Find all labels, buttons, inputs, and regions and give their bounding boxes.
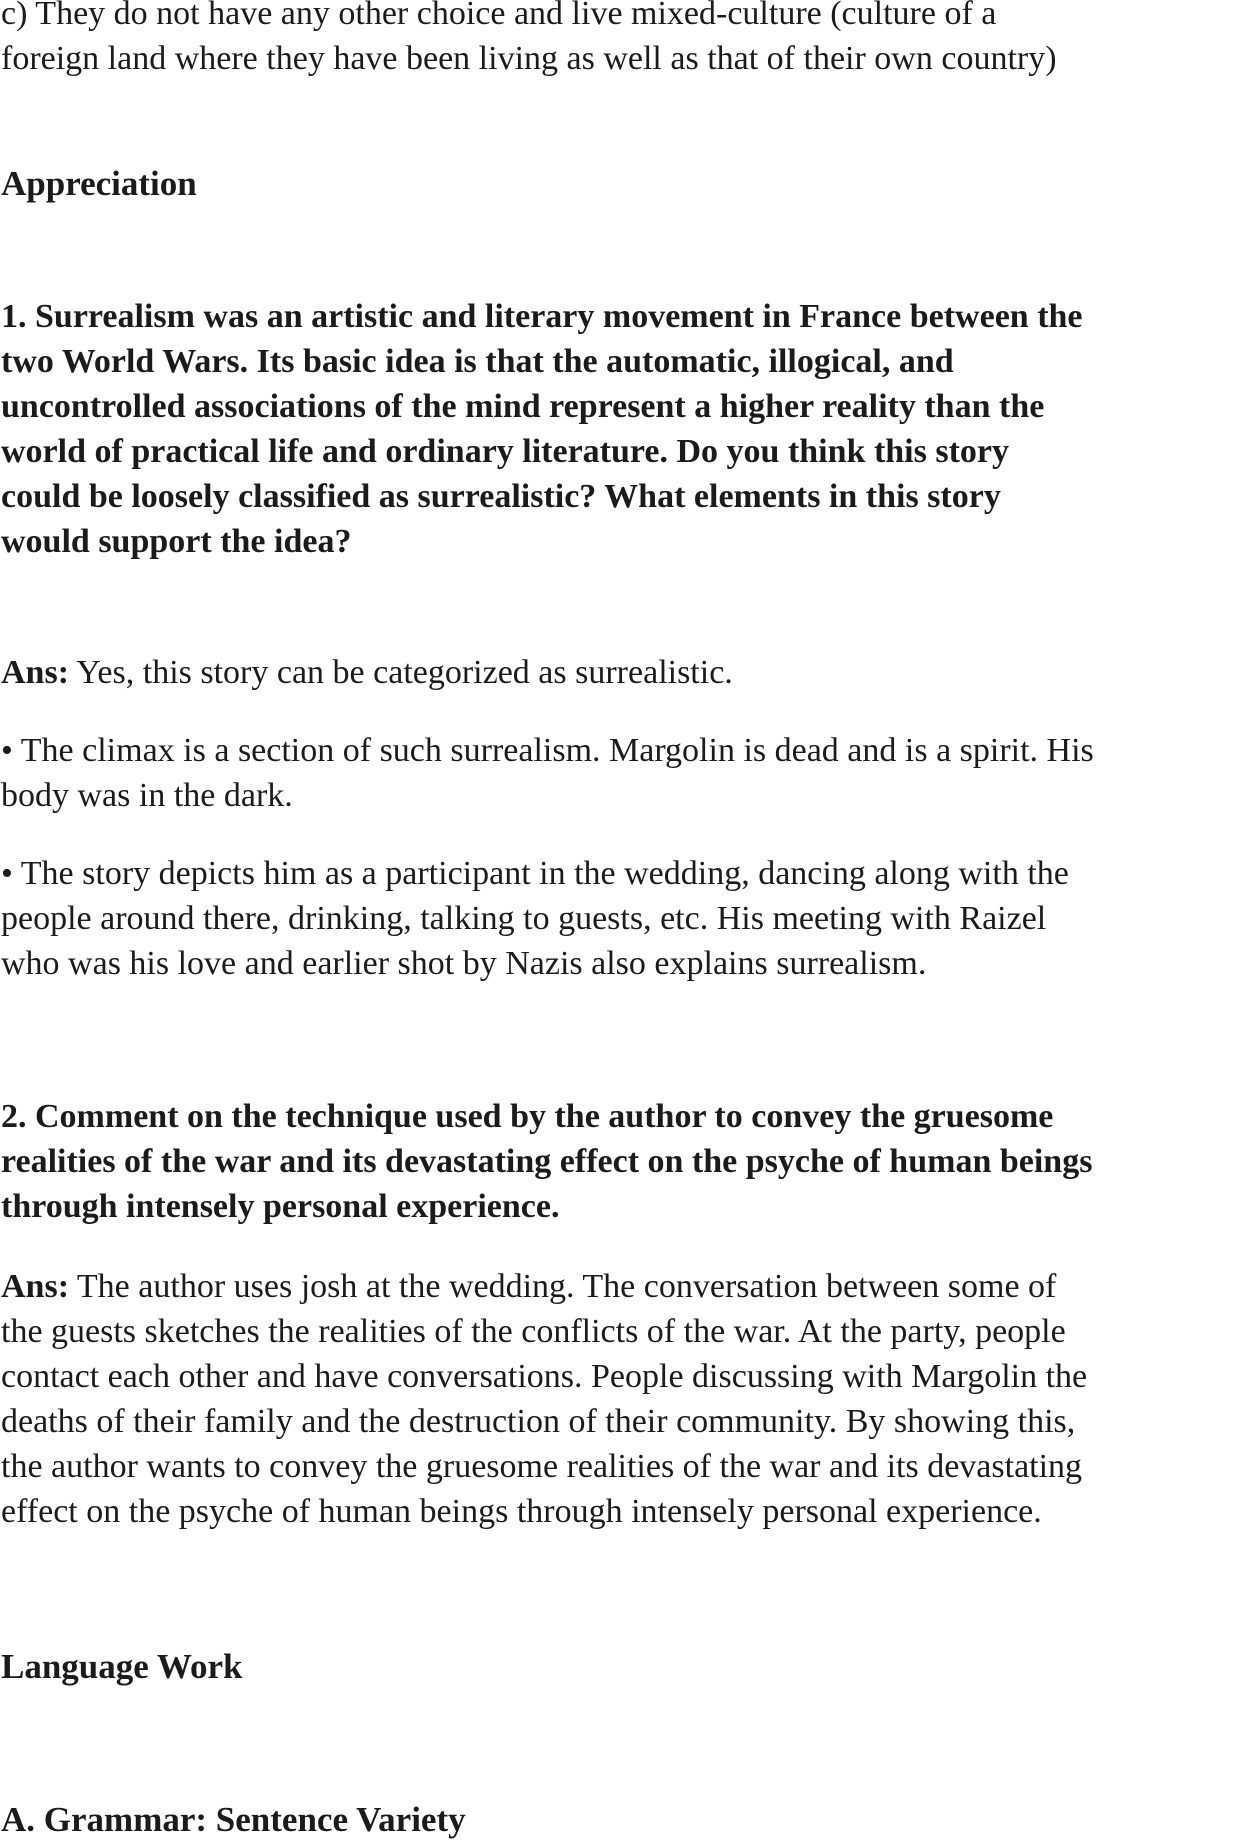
answer-label: Ans: [1, 654, 70, 691]
bullet-line: • The story depicts him as a participant in the wedding, dancing along with the [1, 855, 1069, 892]
answer-2-line: The author uses josh at the wedding. The conversation between some of [69, 1268, 1057, 1305]
answer-2 [1, 1264, 1245, 1534]
answer-2-line: effect on the psyche of human beings through intensely personal experience. [1, 1493, 1042, 1530]
bullet-line: people around there, drinking, talking to guests, etc. His meeting with Raizel [1, 900, 1047, 937]
appreciation-heading: Appreciation [1, 164, 197, 203]
answer-label: Ans: [1, 1268, 70, 1305]
question-1-line: world of practical life and ordinary literature. Do you think this story [1, 433, 1009, 470]
intro-paragraph [1, 0, 1245, 81]
question-1-line: uncontrolled associations of the mind represent a higher reality than the [1, 388, 1045, 425]
question-2 [1, 1094, 1245, 1229]
answer-2-line: the guests sketches the realities of the conflicts of the war. At the party, people [1, 1313, 1066, 1350]
question-1-line: would support the idea? [1, 523, 352, 560]
question-1 [1, 294, 1245, 564]
answer-1-bullet-1 [1, 728, 1245, 818]
answer-1-text: Yes, this story can be categorized as surrealistic. [69, 654, 733, 691]
language-work-heading: Language Work [1, 1647, 243, 1686]
intro-line-1: c) They do not have any other choice and live mixed-culture (culture of a [1, 0, 997, 32]
answer-2-line: contact each other and have conversations. People discussing with Margolin the [1, 1358, 1088, 1395]
question-1-line: 1. Surrealism was an artistic and literary movement in France between the [1, 298, 1083, 335]
question-1-line: two World Wars. Its basic idea is that the automatic, illogical, and [1, 343, 954, 380]
answer-1-bullet-2 [1, 851, 1245, 986]
answer-2-line: deaths of their family and the destruction of their community. By showing this, [1, 1403, 1076, 1440]
question-1-line: could be loosely classified as surrealistic? What elements in this story [1, 478, 1001, 515]
question-2-line: 2. Comment on the technique used by the author to convey the gruesome [1, 1098, 1054, 1135]
bullet-line: body was in the dark. [1, 777, 293, 814]
question-2-line: realities of the war and its devastating effect on the psyche of human beings [1, 1143, 1093, 1180]
answer-2-line: the author wants to convey the gruesome realities of the war and its devastating [1, 1448, 1083, 1485]
answer-1 [1, 650, 1245, 695]
bullet-line: who was his love and earlier shot by Nazis also explains surrealism. [1, 945, 927, 982]
intro-line-2: foreign land where they have been living as well as that of their own country) [1, 40, 1057, 77]
grammar-heading: A. Grammar: Sentence Variety [1, 1800, 466, 1839]
question-2-line: through intensely personal experience. [1, 1188, 560, 1225]
bullet-line: • The climax is a section of such surrealism. Margolin is dead and is a spirit. His [1, 732, 1094, 769]
